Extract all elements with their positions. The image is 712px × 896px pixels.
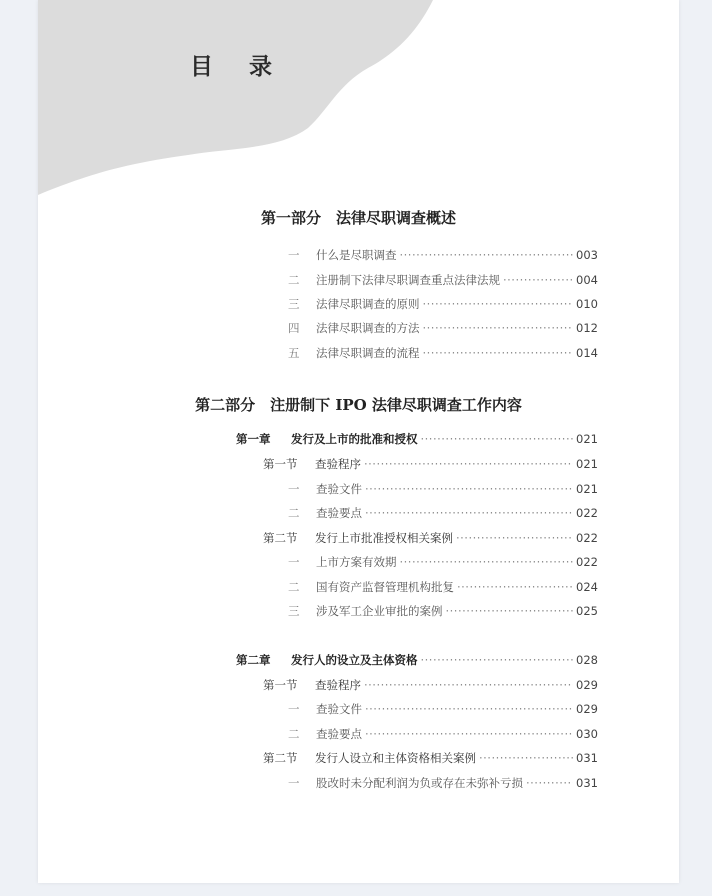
- page-number: 003: [576, 248, 598, 262]
- entry-number: 二: [288, 727, 300, 741]
- toc-entry[interactable]: [288, 319, 598, 337]
- chapter-text: 发行人的设立及主体资格: [291, 653, 418, 667]
- section-text: 发行上市批准授权相关案例: [315, 531, 453, 545]
- page-number: 004: [576, 273, 598, 287]
- leader-dots: [526, 774, 573, 792]
- leader-dots: [364, 455, 573, 473]
- page-number: 030: [576, 727, 598, 741]
- entry-text: 查验文件: [316, 702, 362, 716]
- leader-dots: [457, 578, 573, 596]
- entry-number: 一: [288, 776, 300, 790]
- entry-number: 三: [288, 297, 300, 311]
- entry-text: 国有资产监督管理机构批复: [316, 580, 454, 594]
- entry-number: 五: [288, 346, 300, 360]
- decorative-gray-wave: [38, 0, 679, 200]
- section-number: 第二节: [263, 751, 298, 765]
- leader-dots: [479, 749, 573, 767]
- entry-number: 四: [288, 321, 300, 335]
- leader-dots: [365, 504, 573, 522]
- page-number: 022: [576, 555, 598, 569]
- part-title-2: 第二部分 注册制下 IPO 法律尽职调查工作内容: [195, 396, 522, 414]
- entry-number: 一: [288, 482, 300, 496]
- page-number: 012: [576, 321, 598, 335]
- page-number: 022: [576, 506, 598, 520]
- chapter-number: 第一章: [236, 432, 271, 446]
- section-number: 第一节: [263, 457, 298, 471]
- entry-text: 上市方案有效期: [316, 555, 397, 569]
- toc-chapter[interactable]: [236, 651, 598, 669]
- toc-entry[interactable]: [288, 578, 598, 596]
- toc-entry[interactable]: [288, 774, 598, 792]
- page-number: 031: [576, 751, 598, 765]
- leader-dots: [421, 430, 574, 448]
- section-text: 查验程序: [315, 457, 361, 471]
- toc-section[interactable]: [263, 676, 598, 694]
- section-number: 第一节: [263, 678, 298, 692]
- toc-entry[interactable]: [288, 700, 598, 718]
- chapter-text: 发行及上市的批准和授权: [291, 432, 418, 446]
- page-number: 028: [576, 653, 598, 667]
- entry-text: 法律尽职调查的原则: [316, 297, 420, 311]
- page-number: 021: [576, 432, 598, 446]
- leader-dots: [423, 319, 574, 337]
- leader-dots: [423, 295, 574, 313]
- toc-entry[interactable]: [288, 271, 598, 289]
- page-number: 010: [576, 297, 598, 311]
- page-number: 025: [576, 604, 598, 618]
- toc-entry[interactable]: [288, 602, 598, 620]
- toc-section[interactable]: [263, 529, 598, 547]
- entry-text: 股改时未分配利润为负或存在未弥补亏损: [316, 776, 523, 790]
- toc-chapter[interactable]: [236, 430, 598, 448]
- toc-entry[interactable]: [288, 480, 598, 498]
- leader-dots: [365, 480, 573, 498]
- page-number: 022: [576, 531, 598, 545]
- entry-text: 查验要点: [316, 727, 362, 741]
- entry-text: 法律尽职调查的流程: [316, 346, 420, 360]
- toc-section[interactable]: [263, 455, 598, 473]
- entry-number: 一: [288, 248, 300, 262]
- page-number: 029: [576, 702, 598, 716]
- toc-section[interactable]: [263, 749, 598, 767]
- leader-dots: [503, 271, 573, 289]
- page-number: 021: [576, 457, 598, 471]
- leader-dots: [364, 676, 573, 694]
- leader-dots: [421, 651, 574, 669]
- entry-number: 一: [288, 555, 300, 569]
- entry-text: 注册制下法律尽职调查重点法律法规: [316, 273, 500, 287]
- toc-entry[interactable]: [288, 295, 598, 313]
- entry-text: 查验要点: [316, 506, 362, 520]
- chapter-number: 第二章: [236, 653, 271, 667]
- entry-number: 二: [288, 580, 300, 594]
- entry-text: 什么是尽职调查: [316, 248, 397, 262]
- toc-entry[interactable]: [288, 344, 598, 362]
- toc-entry[interactable]: [288, 725, 598, 743]
- page-number: 029: [576, 678, 598, 692]
- entry-text: 涉及军工企业审批的案例: [316, 604, 443, 618]
- entry-text: 查验文件: [316, 482, 362, 496]
- toc-entry[interactable]: [288, 553, 598, 571]
- page-number: 031: [576, 776, 598, 790]
- page-number: 014: [576, 346, 598, 360]
- book-page: [38, 0, 679, 883]
- leader-dots: [423, 344, 574, 362]
- leader-dots: [400, 553, 574, 571]
- entry-number: 三: [288, 604, 300, 618]
- part-title-1: 第一部分 法律尽职调查概述: [260, 209, 456, 227]
- leader-dots: [365, 725, 573, 743]
- toc-title: 目 录: [190, 54, 287, 80]
- section-text: 发行人设立和主体资格相关案例: [315, 751, 476, 765]
- toc-entry[interactable]: [288, 504, 598, 522]
- entry-number: 一: [288, 702, 300, 716]
- entry-text: 法律尽职调查的方法: [316, 321, 420, 335]
- section-text: 查验程序: [315, 678, 361, 692]
- leader-dots: [446, 602, 574, 620]
- toc-entry[interactable]: [288, 246, 598, 264]
- entry-number: 二: [288, 273, 300, 287]
- leader-dots: [365, 700, 573, 718]
- page-number: 021: [576, 482, 598, 496]
- page-number: 024: [576, 580, 598, 594]
- leader-dots: [456, 529, 573, 547]
- leader-dots: [400, 246, 574, 264]
- section-number: 第二节: [263, 531, 298, 545]
- entry-number: 二: [288, 506, 300, 520]
